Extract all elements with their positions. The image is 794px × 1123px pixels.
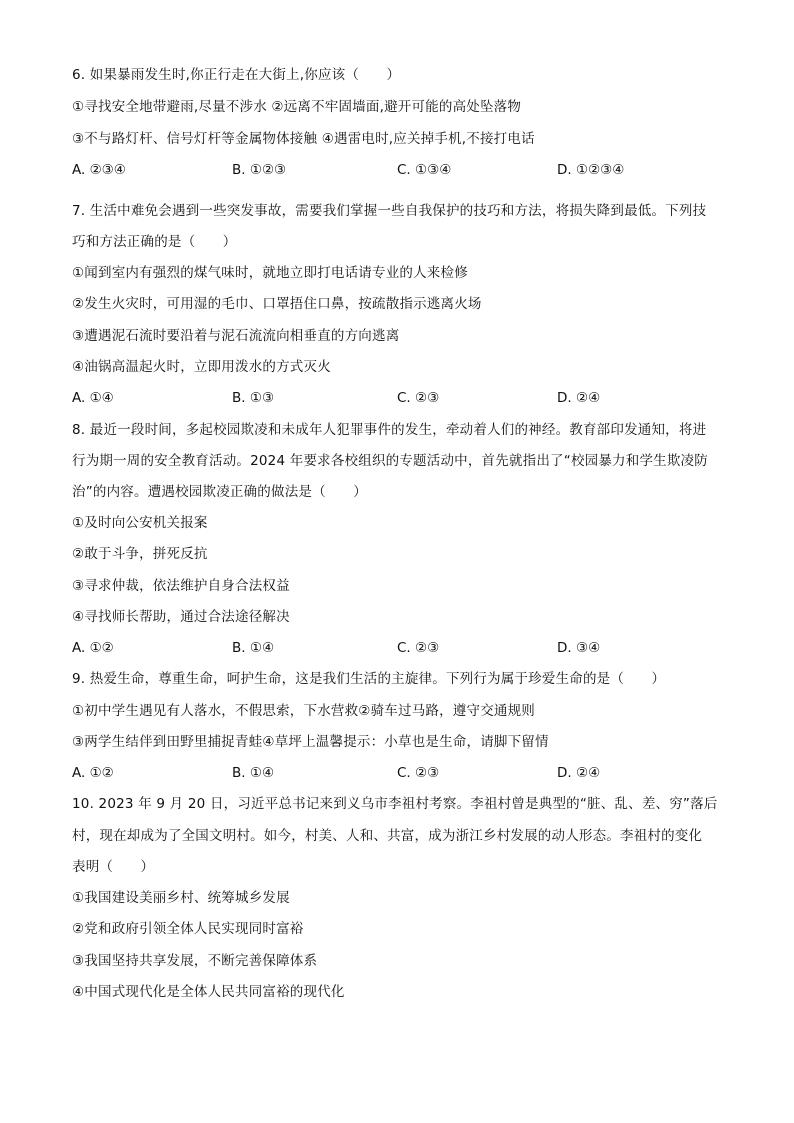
q7-stem-line: 7. 生活中难免会遇到一些突发事故，需要我们掌握一些自我保护的技巧和方法，将损失降到最低。下列技 bbox=[72, 203, 707, 219]
q7-option-c: C. ②③ bbox=[397, 390, 440, 406]
q9-item: ③两学生结伴到田野里捕捉青蛙④草坪上温馨提示：小草也是生命，请脚下留情 bbox=[72, 734, 549, 750]
q9-option-a: A. ①② bbox=[72, 765, 114, 781]
q9-item: ①初中学生遇见有人落水，不假思索，下水营救②骑车过马路，遵守交通规则 bbox=[72, 703, 536, 719]
q9-options bbox=[72, 763, 732, 783]
q9-option-b: B. ①④ bbox=[232, 765, 275, 781]
q10-item: ①我国建设美丽乡村、统筹城乡发展 bbox=[72, 890, 290, 906]
q7-options bbox=[72, 388, 732, 408]
q7-item: ①闻到室内有强烈的煤气味时，就地立即打电话请专业的人来检修 bbox=[72, 265, 468, 281]
q8-stem-line: 8. 最近一段时间，多起校园欺凌和未成年人犯罪事件的发生，牵动着人们的神经。教育部印发通知，将进 bbox=[72, 422, 707, 438]
q6-options bbox=[72, 160, 732, 180]
q8-item: ①及时向公安机关报案 bbox=[72, 515, 208, 531]
q8-option-a: A. ①② bbox=[72, 640, 114, 656]
q7-stem-line: 巧和方法正确的是（ ） bbox=[72, 234, 237, 250]
q8-option-b: B. ①④ bbox=[232, 640, 275, 656]
q8-item: ②敢于斗争，拼死反抗 bbox=[72, 546, 208, 562]
q8-item: ③寻求仲裁，依法维护自身合法权益 bbox=[72, 578, 290, 594]
q6-item: ①寻找安全地带避雨,尽量不涉水 ②远离不牢固墙面,避开可能的高处坠落物 bbox=[72, 99, 522, 115]
q6-option-c: C. ①③④ bbox=[397, 162, 452, 178]
q8-options bbox=[72, 638, 732, 658]
q8-item: ④寻找师长帮助，通过合法途径解决 bbox=[72, 609, 290, 625]
q10-stem-line: 10. 2023 年 9 月 20 日，习近平总书记来到义乌市李祖村考察。李祖村曾是典型的“脏、乱、差、穷”落后 bbox=[72, 796, 718, 812]
q9-stem: 9. 热爱生命，尊重生命，呵护生命，这是我们生活的主旋律。下列行为属于珍爱生命的是（ ） bbox=[72, 671, 666, 687]
q8-option-d: D. ③④ bbox=[557, 640, 601, 656]
q8-option-c: C. ②③ bbox=[397, 640, 440, 656]
q7-item: ④油锅高温起火时，立即用泼水的方式灭火 bbox=[72, 359, 331, 375]
q10-stem-line: 表明（ ） bbox=[72, 859, 155, 875]
q9-option-c: C. ②③ bbox=[397, 765, 440, 781]
q8-stem-line: 治”的内容。遭遇校园欺凌正确的做法是（ ） bbox=[72, 484, 367, 500]
q10-item: ②党和政府引领全体人民实现同时富裕 bbox=[72, 921, 304, 937]
q10-item: ④中国式现代化是全体人民共同富裕的现代化 bbox=[72, 984, 345, 1000]
q6-stem: 6. 如果暴雨发生时,你正行走在大街上,你应该（ ） bbox=[72, 67, 401, 83]
q9-option-d: D. ②④ bbox=[557, 765, 601, 781]
q10-item: ③我国坚持共享发展，不断完善保障体系 bbox=[72, 953, 318, 969]
q6-option-a: A. ②③④ bbox=[72, 162, 126, 178]
q7-option-d: D. ②④ bbox=[557, 390, 601, 406]
q6-option-b: B. ①②③ bbox=[232, 162, 287, 178]
q6-item: ③不与路灯杆、信号灯杆等金属物体接触 ④遇雷电时,应关掉手机,不接打电话 bbox=[72, 131, 535, 147]
q7-item: ③遭遇泥石流时要沿着与泥石流流向相垂直的方向逃离 bbox=[72, 328, 400, 344]
q7-option-a: A. ①④ bbox=[72, 390, 114, 406]
q10-stem-line: 村，现在却成为了全国文明村。如今，村美、人和、共富，成为浙江乡村发展的动人形态。李祖村的变化 bbox=[72, 828, 703, 844]
q6-option-d: D. ①②③④ bbox=[557, 162, 625, 178]
q7-item: ②发生火灾时，可用湿的毛巾、口罩捂住口鼻，按疏散指示逃离火场 bbox=[72, 296, 482, 312]
q8-stem-line: 行为期一周的安全教育活动。2024 年要求各校组织的专题活动中，首先就指出了“校园暴力和学生欺凌防 bbox=[72, 453, 708, 469]
q7-option-b: B. ①③ bbox=[232, 390, 275, 406]
